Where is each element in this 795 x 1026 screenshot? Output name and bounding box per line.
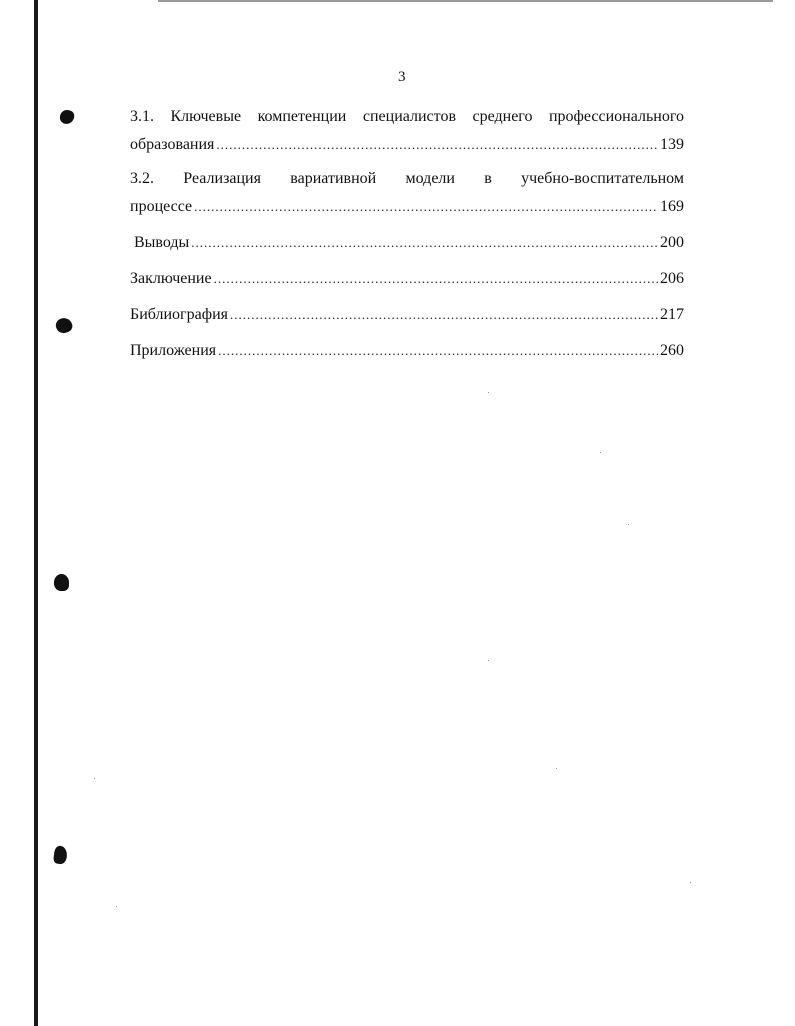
scan-speck: [488, 660, 489, 661]
table-of-contents: [130, 103, 684, 371]
toc-entry-title-continuation: образования: [130, 136, 215, 153]
toc-entry-title: Библиография: [130, 306, 228, 323]
toc-entry-leader-line: [130, 129, 684, 153]
toc-entry-page: 217: [660, 306, 684, 323]
toc-entry-page: 206: [660, 270, 684, 287]
scan-speck: [556, 768, 557, 769]
dot-leader: [214, 267, 658, 291]
dot-leader: [216, 133, 658, 157]
toc-entry-title-line: 3.2. Реализация вариативной модели в учебно-воспитательном: [130, 170, 684, 187]
toc-entry: [130, 335, 684, 359]
punch-hole-mark: [59, 109, 76, 126]
toc-entry-leader-line: [130, 299, 684, 323]
toc-entry-title: Заключение: [130, 270, 212, 287]
toc-entry-leader-line: [130, 335, 684, 359]
scan-speck: [94, 778, 95, 779]
page-number: 3: [398, 69, 406, 85]
toc-entry-page: 139: [660, 136, 684, 153]
scan-speck: [116, 906, 117, 907]
toc-entry-title-continuation: процессе: [130, 198, 193, 215]
scan-speck: [488, 392, 489, 393]
scan-speck: [690, 882, 691, 883]
scan-speck: [628, 524, 629, 525]
dot-leader: [230, 303, 658, 327]
toc-entry: [130, 103, 684, 153]
punch-hole-mark: [53, 845, 68, 865]
toc-entry-leader-line: [130, 227, 684, 251]
scan-speck: [600, 452, 601, 453]
toc-entry-leader-line: [130, 191, 684, 215]
top-rule: [158, 0, 773, 2]
dot-leader: [194, 195, 658, 219]
toc-entry-title: Приложения: [130, 342, 217, 359]
punch-hole-mark: [54, 316, 74, 336]
toc-entry-title-line: 3.1. Ключевые компетенции специалистов среднего профессионального: [130, 108, 684, 125]
toc-entry: [130, 165, 684, 215]
dot-leader: [218, 339, 658, 363]
scan-binding-edge: [34, 0, 38, 1026]
dot-leader: [191, 231, 658, 255]
toc-entry-title: Выводы: [134, 234, 190, 251]
toc-entry: [130, 263, 684, 287]
toc-entry-page: 169: [660, 198, 684, 215]
toc-entry-page: 260: [660, 342, 684, 359]
toc-entry: [130, 299, 684, 323]
toc-entry-page: 200: [660, 234, 684, 251]
punch-hole-mark: [54, 574, 69, 591]
toc-entry: [130, 227, 684, 251]
toc-entry-leader-line: [130, 263, 684, 287]
